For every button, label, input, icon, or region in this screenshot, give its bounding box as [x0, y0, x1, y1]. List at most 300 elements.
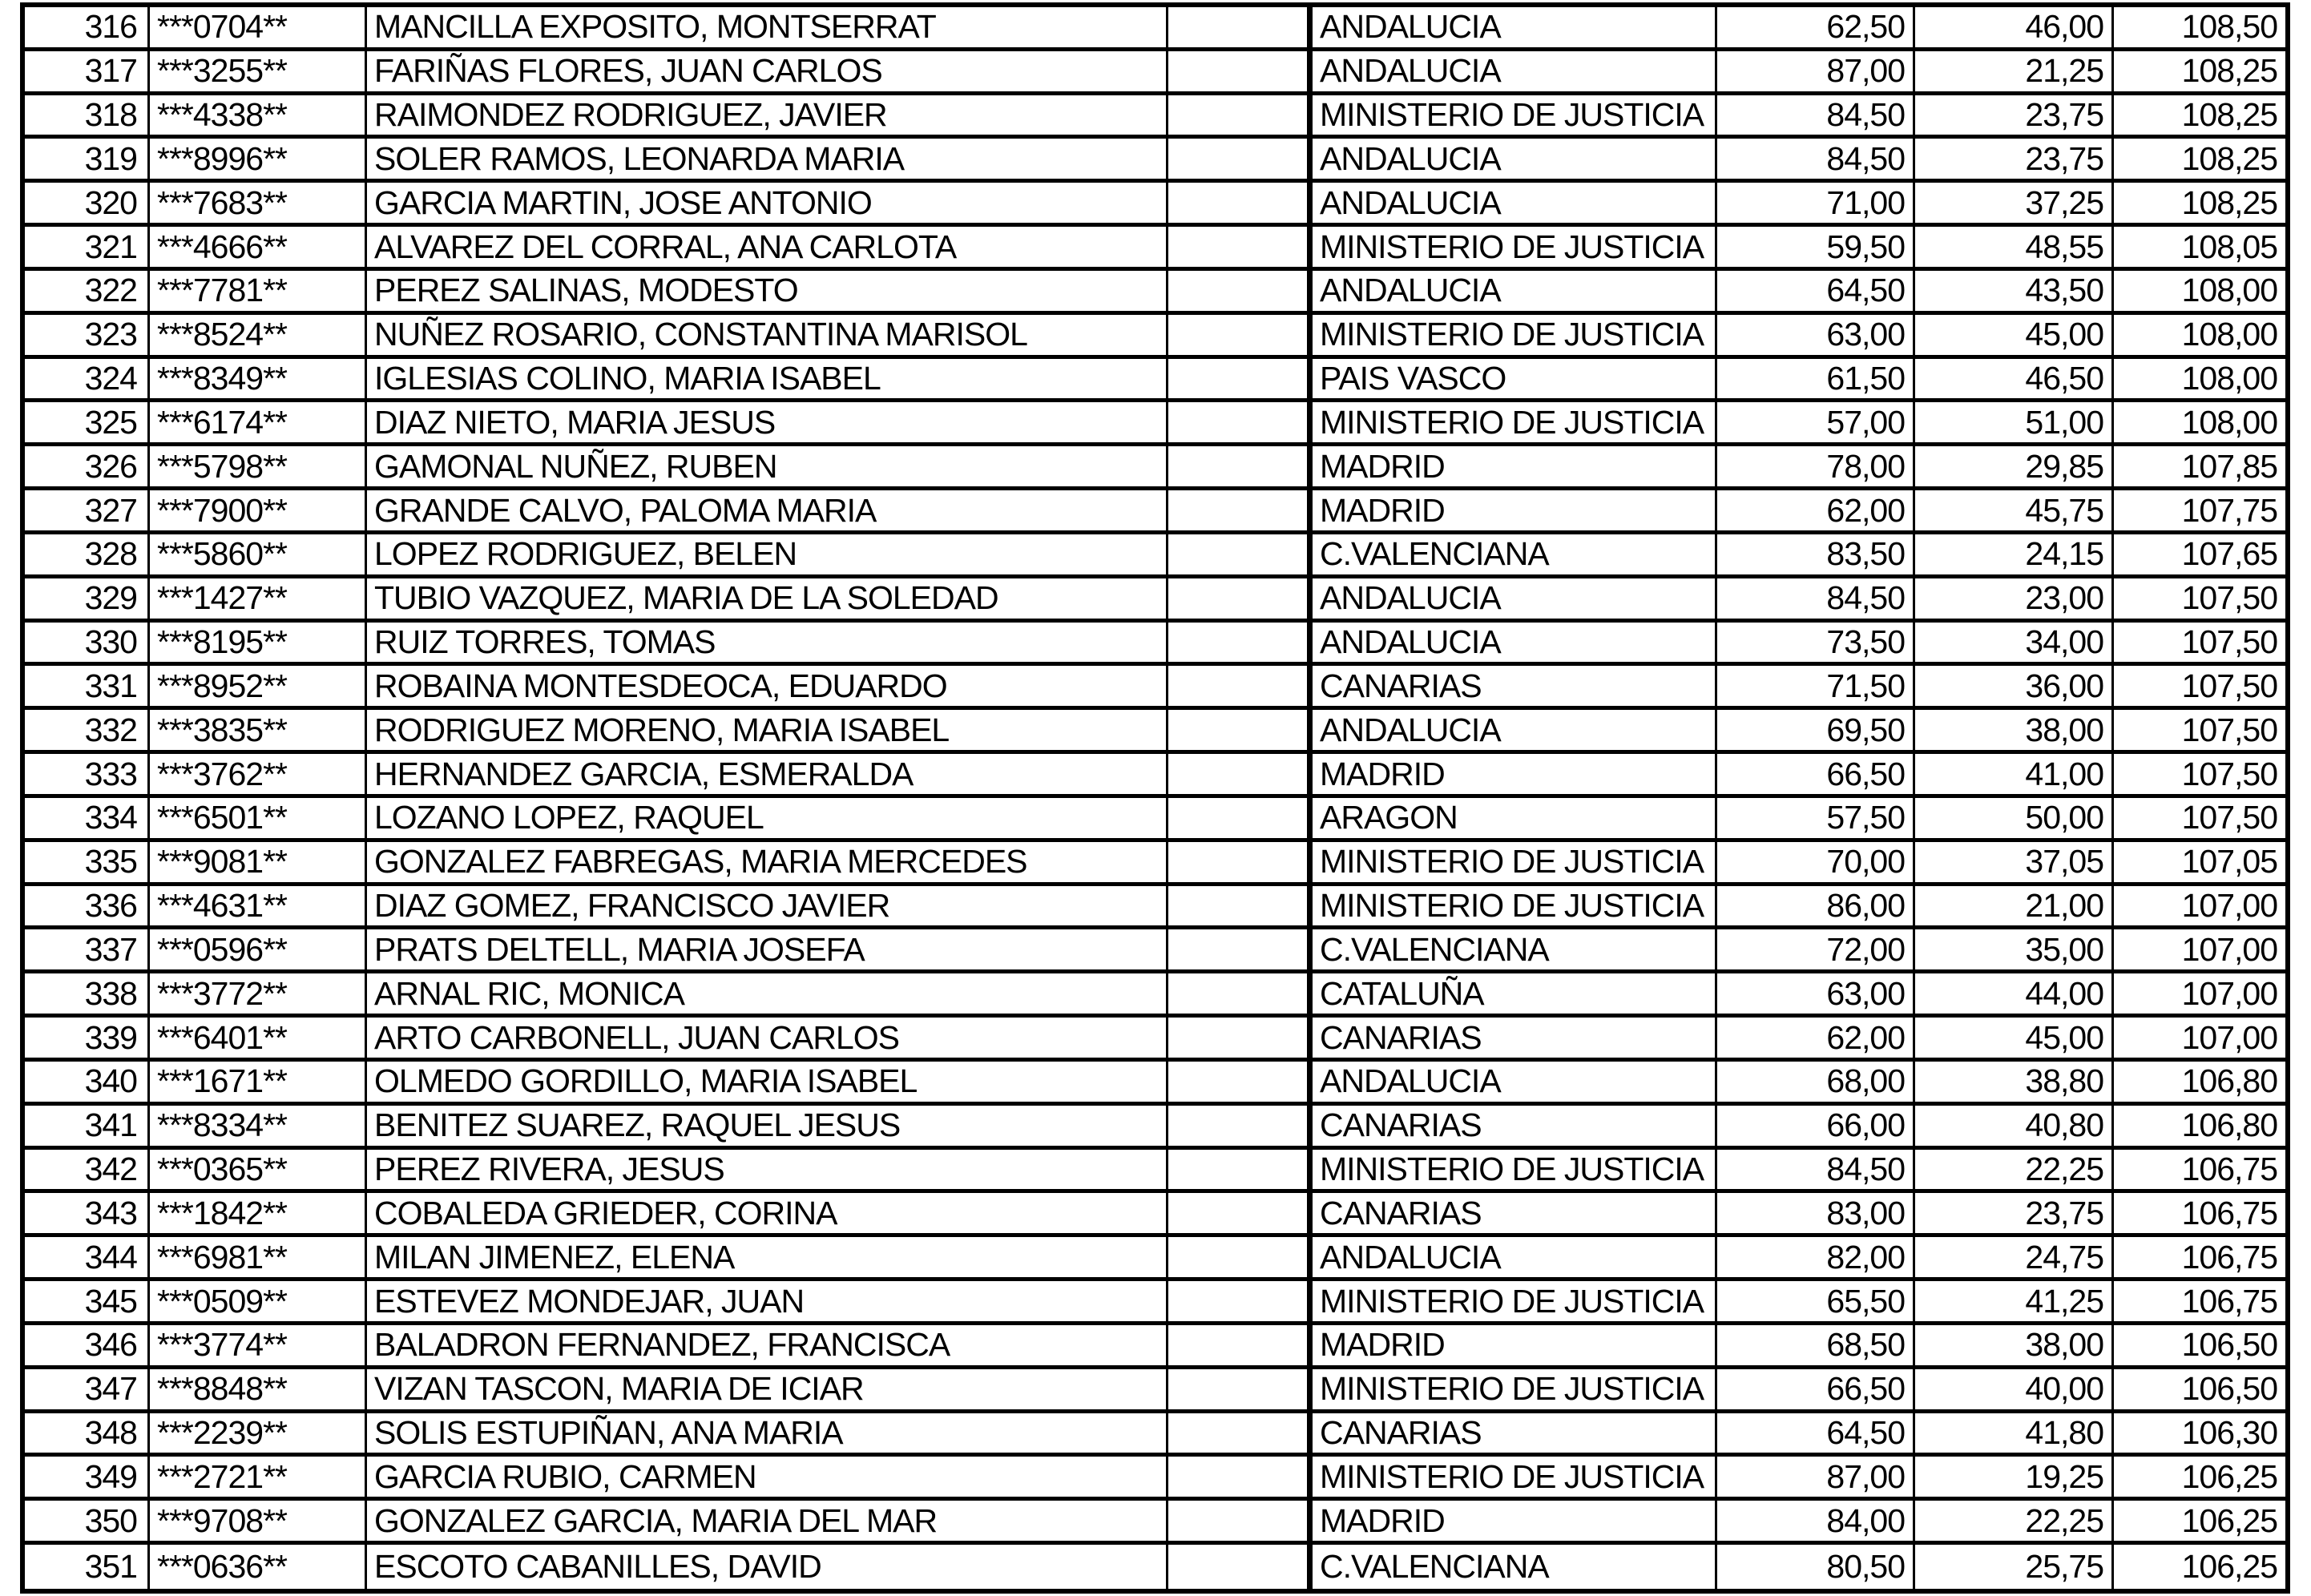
- table-row: [25, 710, 2285, 754]
- table-row: [25, 1457, 2285, 1501]
- id-cell: ***8952**: [150, 666, 367, 706]
- table-row: [25, 842, 2285, 886]
- rank-cell: 335: [25, 842, 150, 882]
- rank-cell: 321: [25, 227, 150, 267]
- score1-cell: 61,50: [1717, 359, 1915, 399]
- table-row: [25, 183, 2285, 227]
- empty-cell: [1168, 95, 1313, 135]
- table-row: [25, 666, 2285, 710]
- region-cell: MINISTERIO DE JUSTICIA: [1313, 1369, 1717, 1409]
- total-cell: 107,50: [2181, 799, 2277, 836]
- empty-cell: [1168, 754, 1313, 794]
- score2-cell: 50,00: [1915, 798, 2114, 838]
- score1-cell: 86,00: [1717, 886, 1915, 926]
- region-cell: MINISTERIO DE JUSTICIA: [1313, 1281, 1717, 1321]
- total-cell: 106,75: [2181, 1282, 2277, 1320]
- name-cell: DIAZ GOMEZ, FRANCISCO JAVIER: [367, 886, 1168, 926]
- empty-cell: [1168, 623, 1313, 663]
- region-cell: MINISTERIO DE JUSTICIA: [1313, 1457, 1717, 1497]
- total-cell: 107,00: [2181, 1018, 2277, 1056]
- rank-cell: 328: [25, 534, 150, 574]
- id-cell: ***7683**: [150, 183, 367, 223]
- rank-cell: 320: [25, 183, 150, 223]
- score2-cell: 21,25: [1915, 51, 2114, 91]
- score2-cell: 23,75: [1915, 139, 2114, 179]
- score2-cell: 38,80: [1915, 1062, 2114, 1102]
- region-cell: MINISTERIO DE JUSTICIA: [1313, 402, 1717, 442]
- total-cell: 107,00: [2181, 930, 2277, 968]
- id-cell: ***6401**: [150, 1018, 367, 1058]
- total-cell: 106,50: [2181, 1370, 2277, 1408]
- empty-cell: [1168, 1106, 1313, 1146]
- region-cell: C.VALENCIANA: [1313, 534, 1717, 574]
- table-row: [25, 51, 2285, 95]
- total-cell: 107,50: [2181, 579, 2277, 617]
- table-row: [25, 1545, 2285, 1589]
- rank-cell: 336: [25, 886, 150, 926]
- id-cell: ***6501**: [150, 798, 367, 838]
- total-cell: 106,25: [2181, 1457, 2277, 1495]
- total-cell: 108,25: [2181, 139, 2277, 177]
- score2-cell: 45,00: [1915, 315, 2114, 355]
- empty-cell: [1168, 227, 1313, 267]
- score1-cell: 59,50: [1717, 227, 1915, 267]
- rank-cell: 340: [25, 1062, 150, 1102]
- score1-cell: 83,00: [1717, 1193, 1915, 1233]
- name-cell: GONZALEZ FABREGAS, MARIA MERCEDES: [367, 842, 1168, 882]
- name-cell: GONZALEZ GARCIA, MARIA DEL MAR: [367, 1501, 1168, 1541]
- score1-cell: 64,50: [1717, 271, 1915, 311]
- empty-cell: [1168, 490, 1313, 530]
- id-cell: ***3835**: [150, 710, 367, 750]
- score1-cell: 64,50: [1717, 1413, 1915, 1453]
- region-cell: ANDALUCIA: [1313, 1237, 1717, 1277]
- total-cell: 106,80: [2181, 1062, 2277, 1100]
- region-cell: C.VALENCIANA: [1313, 1545, 1717, 1589]
- name-cell: NUÑEZ ROSARIO, CONSTANTINA MARISOL: [367, 315, 1168, 355]
- empty-cell: [1168, 1325, 1313, 1365]
- total-cell: 107,85: [2181, 447, 2277, 485]
- score2-cell: 38,00: [1915, 710, 2114, 750]
- score2-cell: 29,85: [1915, 446, 2114, 486]
- empty-cell: [1168, 578, 1313, 619]
- score2-cell: 22,25: [1915, 1150, 2114, 1190]
- score2-cell: 25,75: [1915, 1545, 2114, 1589]
- region-cell: CANARIAS: [1313, 666, 1717, 706]
- table-row: [25, 1413, 2285, 1457]
- score2-cell: 19,25: [1915, 1457, 2114, 1497]
- score1-cell: 84,50: [1717, 1150, 1915, 1190]
- region-cell: CANARIAS: [1313, 1193, 1717, 1233]
- name-cell: RUIZ TORRES, TOMAS: [367, 623, 1168, 663]
- id-cell: ***8334**: [150, 1106, 367, 1146]
- id-cell: ***0509**: [150, 1281, 367, 1321]
- empty-cell: [1168, 710, 1313, 750]
- empty-cell: [1168, 886, 1313, 926]
- table-row: [25, 1501, 2285, 1545]
- total-cell: 107,65: [2181, 535, 2277, 573]
- score2-cell: 45,75: [1915, 490, 2114, 530]
- empty-cell: [1168, 666, 1313, 706]
- score1-cell: 72,00: [1717, 929, 1915, 969]
- rank-cell: 316: [25, 7, 150, 47]
- score2-cell: 24,15: [1915, 534, 2114, 574]
- total-cell: 106,25: [2181, 1548, 2277, 1586]
- score2-cell: 35,00: [1915, 929, 2114, 969]
- score2-cell: 51,00: [1915, 402, 2114, 442]
- region-cell: C.VALENCIANA: [1313, 929, 1717, 969]
- table-row: [25, 402, 2285, 446]
- score1-cell: 57,00: [1717, 402, 1915, 442]
- total-cell: 106,50: [2181, 1326, 2277, 1364]
- score2-cell: 37,05: [1915, 842, 2114, 882]
- id-cell: ***5860**: [150, 534, 367, 574]
- total-cell: 107,75: [2181, 491, 2277, 529]
- score2-cell: 43,50: [1915, 271, 2114, 311]
- score1-cell: 84,00: [1717, 1501, 1915, 1541]
- total-cell: 106,75: [2181, 1194, 2277, 1231]
- rank-cell: 349: [25, 1457, 150, 1497]
- region-cell: MINISTERIO DE JUSTICIA: [1313, 886, 1717, 926]
- score1-cell: 68,50: [1717, 1325, 1915, 1365]
- score1-cell: 87,00: [1717, 51, 1915, 91]
- score2-cell: 24,75: [1915, 1237, 2114, 1277]
- total-cell: 108,00: [2181, 360, 2277, 397]
- region-cell: ANDALUCIA: [1313, 710, 1717, 750]
- name-cell: BENITEZ SUAREZ, RAQUEL JESUS: [367, 1106, 1168, 1146]
- table-row: [25, 929, 2285, 973]
- table-row: [25, 534, 2285, 578]
- score1-cell: 71,00: [1717, 183, 1915, 223]
- rank-cell: 323: [25, 315, 150, 355]
- region-cell: ANDALUCIA: [1313, 7, 1717, 47]
- id-cell: ***3774**: [150, 1325, 367, 1365]
- table-row: [25, 1237, 2285, 1281]
- total-cell: 108,25: [2181, 183, 2277, 221]
- name-cell: ESCOTO CABANILLES, DAVID: [367, 1545, 1168, 1589]
- total-cell: 106,30: [2181, 1414, 2277, 1452]
- id-cell: ***8349**: [150, 359, 367, 399]
- empty-cell: [1168, 1237, 1313, 1277]
- score2-cell: 40,80: [1915, 1106, 2114, 1146]
- region-cell: MINISTERIO DE JUSTICIA: [1313, 95, 1717, 135]
- empty-cell: [1168, 1457, 1313, 1497]
- rank-cell: 343: [25, 1193, 150, 1233]
- rank-cell: 317: [25, 51, 150, 91]
- name-cell: ROBAINA MONTESDEOCA, EDUARDO: [367, 666, 1168, 706]
- score1-cell: 66,00: [1717, 1106, 1915, 1146]
- rank-cell: 346: [25, 1325, 150, 1365]
- empty-cell: [1168, 1281, 1313, 1321]
- empty-cell: [1168, 1545, 1313, 1589]
- score2-cell: 22,25: [1915, 1501, 2114, 1541]
- table-row: [25, 95, 2285, 139]
- id-cell: ***4666**: [150, 227, 367, 267]
- empty-cell: [1168, 973, 1313, 1014]
- region-cell: MINISTERIO DE JUSTICIA: [1313, 315, 1717, 355]
- score2-cell: 48,55: [1915, 227, 2114, 267]
- id-cell: ***0365**: [150, 1150, 367, 1190]
- id-cell: ***0704**: [150, 7, 367, 47]
- region-cell: ANDALUCIA: [1313, 183, 1717, 223]
- score2-cell: 23,00: [1915, 578, 2114, 619]
- region-cell: MADRID: [1313, 490, 1717, 530]
- score2-cell: 21,00: [1915, 886, 2114, 926]
- empty-cell: [1168, 1501, 1313, 1541]
- total-cell: 108,05: [2181, 228, 2277, 265]
- id-cell: ***3772**: [150, 973, 367, 1014]
- total-cell: 106,25: [2181, 1501, 2277, 1539]
- empty-cell: [1168, 1369, 1313, 1409]
- table-row: [25, 446, 2285, 490]
- rank-cell: 332: [25, 710, 150, 750]
- score1-cell: 71,50: [1717, 666, 1915, 706]
- score2-cell: 36,00: [1915, 666, 2114, 706]
- empty-cell: [1168, 315, 1313, 355]
- table-row: [25, 7, 2285, 51]
- name-cell: RAIMONDEZ RODRIGUEZ, JAVIER: [367, 95, 1168, 135]
- total-cell: 108,50: [2181, 8, 2277, 46]
- total-cell: 107,50: [2181, 623, 2277, 661]
- id-cell: ***1427**: [150, 578, 367, 619]
- region-cell: MINISTERIO DE JUSTICIA: [1313, 1150, 1717, 1190]
- name-cell: MILAN JIMENEZ, ELENA: [367, 1237, 1168, 1277]
- id-cell: ***0636**: [150, 1545, 367, 1589]
- rank-cell: 319: [25, 139, 150, 179]
- region-cell: ANDALUCIA: [1313, 139, 1717, 179]
- empty-cell: [1168, 183, 1313, 223]
- total-cell: 106,80: [2181, 1106, 2277, 1144]
- rank-cell: 338: [25, 973, 150, 1014]
- empty-cell: [1168, 359, 1313, 399]
- score2-cell: 41,80: [1915, 1413, 2114, 1453]
- score2-cell: 41,00: [1915, 754, 2114, 794]
- total-cell: 106,75: [2181, 1238, 2277, 1276]
- empty-cell: [1168, 271, 1313, 311]
- table-row: [25, 359, 2285, 403]
- rank-cell: 324: [25, 359, 150, 399]
- id-cell: ***2239**: [150, 1413, 367, 1453]
- table-row: [25, 271, 2285, 315]
- empty-cell: [1168, 1018, 1313, 1058]
- table-row: [25, 490, 2285, 534]
- score2-cell: 23,75: [1915, 1193, 2114, 1233]
- name-cell: COBALEDA GRIEDER, CORINA: [367, 1193, 1168, 1233]
- name-cell: DIAZ NIETO, MARIA JESUS: [367, 402, 1168, 442]
- score2-cell: 23,75: [1915, 95, 2114, 135]
- table-row: [25, 1369, 2285, 1413]
- rank-cell: 347: [25, 1369, 150, 1409]
- empty-cell: [1168, 1062, 1313, 1102]
- table-row: [25, 1106, 2285, 1150]
- region-cell: MADRID: [1313, 1501, 1717, 1541]
- table-row: [25, 623, 2285, 667]
- id-cell: ***3255**: [150, 51, 367, 91]
- region-cell: ANDALUCIA: [1313, 623, 1717, 663]
- score2-cell: 40,00: [1915, 1369, 2114, 1409]
- name-cell: LOPEZ RODRIGUEZ, BELEN: [367, 534, 1168, 574]
- id-cell: ***8848**: [150, 1369, 367, 1409]
- table-row: [25, 754, 2285, 798]
- empty-cell: [1168, 798, 1313, 838]
- total-cell: 108,00: [2181, 316, 2277, 353]
- score1-cell: 62,00: [1717, 1018, 1915, 1058]
- rank-cell: 337: [25, 929, 150, 969]
- region-cell: ANDALUCIA: [1313, 578, 1717, 619]
- name-cell: ESTEVEZ MONDEJAR, JUAN: [367, 1281, 1168, 1321]
- score1-cell: 78,00: [1717, 446, 1915, 486]
- id-cell: ***8195**: [150, 623, 367, 663]
- region-cell: ANDALUCIA: [1313, 51, 1717, 91]
- score1-cell: 84,50: [1717, 139, 1915, 179]
- id-cell: ***3762**: [150, 754, 367, 794]
- table-row: [25, 227, 2285, 271]
- table-row: [25, 1193, 2285, 1237]
- total-cell: 107,05: [2181, 843, 2277, 881]
- name-cell: HERNANDEZ GARCIA, ESMERALDA: [367, 754, 1168, 794]
- total-cell: 108,00: [2181, 272, 2277, 309]
- empty-cell: [1168, 1413, 1313, 1453]
- rank-cell: 327: [25, 490, 150, 530]
- score2-cell: 37,25: [1915, 183, 2114, 223]
- id-cell: ***8996**: [150, 139, 367, 179]
- score1-cell: 68,00: [1717, 1062, 1915, 1102]
- total-cell: 107,50: [2181, 755, 2277, 792]
- total-cell: 106,75: [2181, 1151, 2277, 1188]
- id-cell: ***0596**: [150, 929, 367, 969]
- table-row: [25, 798, 2285, 842]
- table-row: [25, 1325, 2285, 1369]
- table-row: [25, 139, 2285, 183]
- table-row: [25, 578, 2285, 623]
- region-cell: MADRID: [1313, 754, 1717, 794]
- score2-cell: 46,50: [1915, 359, 2114, 399]
- id-cell: ***2721**: [150, 1457, 367, 1497]
- name-cell: LOZANO LOPEZ, RAQUEL: [367, 798, 1168, 838]
- id-cell: ***9081**: [150, 842, 367, 882]
- rank-cell: 322: [25, 271, 150, 311]
- region-cell: CANARIAS: [1313, 1106, 1717, 1146]
- score1-cell: 80,50: [1717, 1545, 1915, 1589]
- id-cell: ***4631**: [150, 886, 367, 926]
- score1-cell: 63,00: [1717, 973, 1915, 1014]
- table-row: [25, 1018, 2285, 1062]
- region-cell: CANARIAS: [1313, 1413, 1717, 1453]
- rank-cell: 344: [25, 1237, 150, 1277]
- score1-cell: 87,00: [1717, 1457, 1915, 1497]
- region-cell: ARAGON: [1313, 798, 1717, 838]
- table-row: [25, 315, 2285, 359]
- score1-cell: 70,00: [1717, 842, 1915, 882]
- score2-cell: 46,00: [1915, 7, 2114, 47]
- total-cell: 107,50: [2181, 667, 2277, 704]
- score1-cell: 57,50: [1717, 798, 1915, 838]
- score1-cell: 82,00: [1717, 1237, 1915, 1277]
- region-cell: ANDALUCIA: [1313, 271, 1717, 311]
- rank-cell: 351: [25, 1545, 150, 1589]
- name-cell: VIZAN TASCON, MARIA DE ICIAR: [367, 1369, 1168, 1409]
- score1-cell: 73,50: [1717, 623, 1915, 663]
- rank-cell: 350: [25, 1501, 150, 1541]
- region-cell: CATALUÑA: [1313, 973, 1717, 1014]
- table-row: [25, 1062, 2285, 1106]
- name-cell: SOLER RAMOS, LEONARDA MARIA: [367, 139, 1168, 179]
- region-cell: MINISTERIO DE JUSTICIA: [1313, 842, 1717, 882]
- table-row: [25, 1281, 2285, 1325]
- empty-cell: [1168, 7, 1313, 47]
- name-cell: GAMONAL NUÑEZ, RUBEN: [367, 446, 1168, 486]
- region-cell: MINISTERIO DE JUSTICIA: [1313, 227, 1717, 267]
- empty-cell: [1168, 929, 1313, 969]
- name-cell: GARCIA MARTIN, JOSE ANTONIO: [367, 183, 1168, 223]
- name-cell: ARNAL RIC, MONICA: [367, 973, 1168, 1014]
- empty-cell: [1168, 402, 1313, 442]
- rank-cell: 331: [25, 666, 150, 706]
- total-cell: 107,50: [2181, 711, 2277, 748]
- name-cell: BALADRON FERNANDEZ, FRANCISCA: [367, 1325, 1168, 1365]
- rank-cell: 325: [25, 402, 150, 442]
- name-cell: SOLIS ESTUPIÑAN, ANA MARIA: [367, 1413, 1168, 1453]
- empty-cell: [1168, 1150, 1313, 1190]
- score2-cell: 34,00: [1915, 623, 2114, 663]
- region-cell: MADRID: [1313, 446, 1717, 486]
- id-cell: ***4338**: [150, 95, 367, 135]
- total-cell: 108,25: [2181, 96, 2277, 134]
- id-cell: ***8524**: [150, 315, 367, 355]
- name-cell: ARTO CARBONELL, JUAN CARLOS: [367, 1018, 1168, 1058]
- rank-cell: 318: [25, 95, 150, 135]
- name-cell: RODRIGUEZ MORENO, MARIA ISABEL: [367, 710, 1168, 750]
- id-cell: ***1671**: [150, 1062, 367, 1102]
- rank-cell: 330: [25, 623, 150, 663]
- rank-cell: 333: [25, 754, 150, 794]
- score1-cell: 69,50: [1717, 710, 1915, 750]
- score1-cell: 84,50: [1717, 95, 1915, 135]
- id-cell: ***9708**: [150, 1501, 367, 1541]
- rank-cell: 342: [25, 1150, 150, 1190]
- name-cell: PEREZ SALINAS, MODESTO: [367, 271, 1168, 311]
- empty-cell: [1168, 842, 1313, 882]
- name-cell: IGLESIAS COLINO, MARIA ISABEL: [367, 359, 1168, 399]
- rank-cell: 329: [25, 578, 150, 619]
- region-cell: CANARIAS: [1313, 1018, 1717, 1058]
- region-cell: PAIS VASCO: [1313, 359, 1717, 399]
- name-cell: PRATS DELTELL, MARIA JOSEFA: [367, 929, 1168, 969]
- name-cell: PEREZ RIVERA, JESUS: [367, 1150, 1168, 1190]
- id-cell: ***7781**: [150, 271, 367, 311]
- score1-cell: 66,50: [1717, 1369, 1915, 1409]
- score2-cell: 45,00: [1915, 1018, 2114, 1058]
- score1-cell: 83,50: [1717, 534, 1915, 574]
- id-cell: ***5798**: [150, 446, 367, 486]
- total-cell: 107,00: [2181, 887, 2277, 925]
- rank-cell: 341: [25, 1106, 150, 1146]
- score1-cell: 63,00: [1717, 315, 1915, 355]
- id-cell: ***6174**: [150, 402, 367, 442]
- empty-cell: [1168, 51, 1313, 91]
- rank-cell: 326: [25, 446, 150, 486]
- region-cell: MADRID: [1313, 1325, 1717, 1365]
- total-cell: 107,00: [2181, 974, 2277, 1012]
- id-cell: ***6981**: [150, 1237, 367, 1277]
- results-table: [20, 2, 2290, 1594]
- table-row: [25, 1150, 2285, 1194]
- name-cell: GRANDE CALVO, PALOMA MARIA: [367, 490, 1168, 530]
- rank-cell: 345: [25, 1281, 150, 1321]
- score1-cell: 62,00: [1717, 490, 1915, 530]
- score1-cell: 62,50: [1717, 7, 1915, 47]
- id-cell: ***1842**: [150, 1193, 367, 1233]
